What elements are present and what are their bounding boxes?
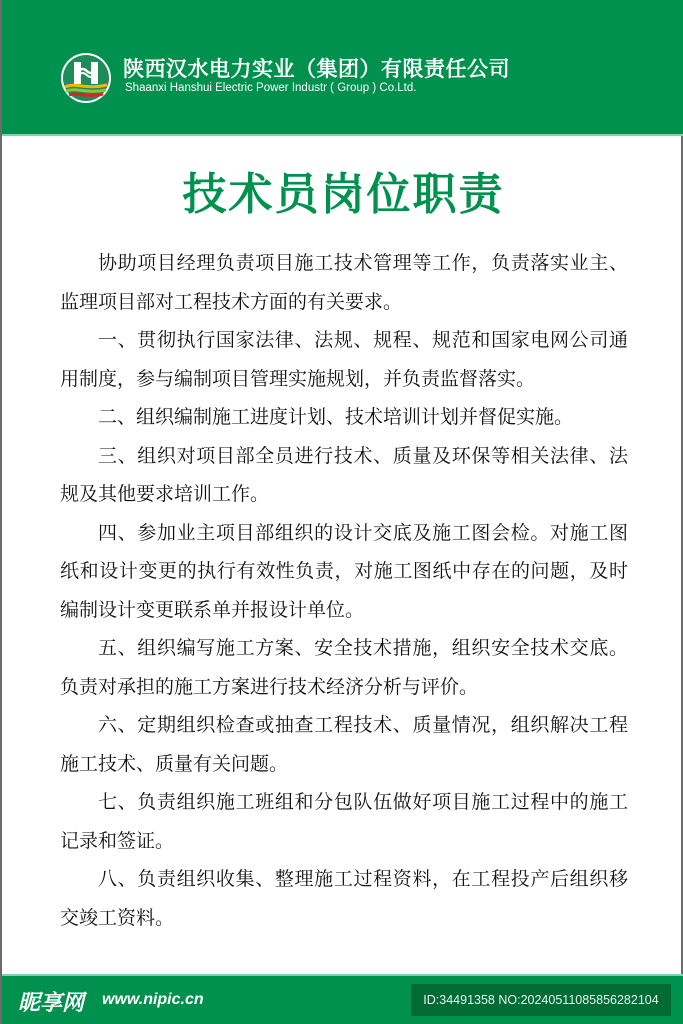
paragraph-intro: 协助项目经理负责项目施工技术管理等工作，负责落实业主、监理项目部对工程技术方面的有关要求。: [60, 252, 628, 313]
header-divider: [2, 134, 683, 136]
paragraph-item-4: 四、参加业主项目部组织的设计交底及施工图会检。对施工图纸和设计变更的执行有效性负责，对施工图纸中存在的问题，及时编制设计变更联系单并报设计单位。: [60, 521, 628, 621]
watermark-id-badge: ID:34491358 NO:20240511085856282104: [411, 984, 671, 1016]
paragraph-item-8: 八、负责组织收集、整理施工过程资料，在工程投产后组织移交竣工资料。: [60, 868, 628, 929]
watermark-brand: 昵享网: [18, 991, 85, 1016]
paragraph-item-6: 六、定期组织检查或抽查工程技术、质量情况，组织解决工程施工技术、质量有关问题。: [60, 714, 628, 775]
footer-banner: [2, 976, 683, 1024]
paragraph-item-3: 三、组织对项目部全员进行技术、质量及环保等相关法律、法规及其他要求培训工作。: [60, 444, 628, 505]
paragraph-item-5: 五、组织编写施工方案、安全技术措施，组织安全技术交底。负责对承担的施工方案进行技术经济分析与评价。: [60, 637, 628, 698]
paragraph-item-2: 二、组织编制施工进度计划、技术培训计划并督促实施。: [98, 406, 574, 428]
header-banner: [2, 0, 683, 134]
company-logo-icon: [60, 52, 112, 104]
footer-divider: [2, 974, 683, 976]
duties-list: [60, 244, 628, 937]
document-title: 技术员岗位职责: [182, 169, 505, 220]
paragraph-item-1: 一、贯彻执行国家法律、法规、规程、规范和国家电网公司通用制度，参与编制项目管理实施规划，并负责监督落实。: [60, 329, 628, 390]
watermark-url: www.nipic.cn: [102, 991, 204, 1008]
company-name-en: Shaanxi Hanshui Electric Power Industr ( Group ) Co.Ltd.: [125, 82, 417, 94]
company-name-cn: 陕西汉水电力实业（集团）有限责任公司: [123, 57, 510, 81]
paragraph-item-7: 七、负责组织施工班组和分包队伍做好项目施工过程中的施工记录和签证。: [60, 791, 628, 852]
